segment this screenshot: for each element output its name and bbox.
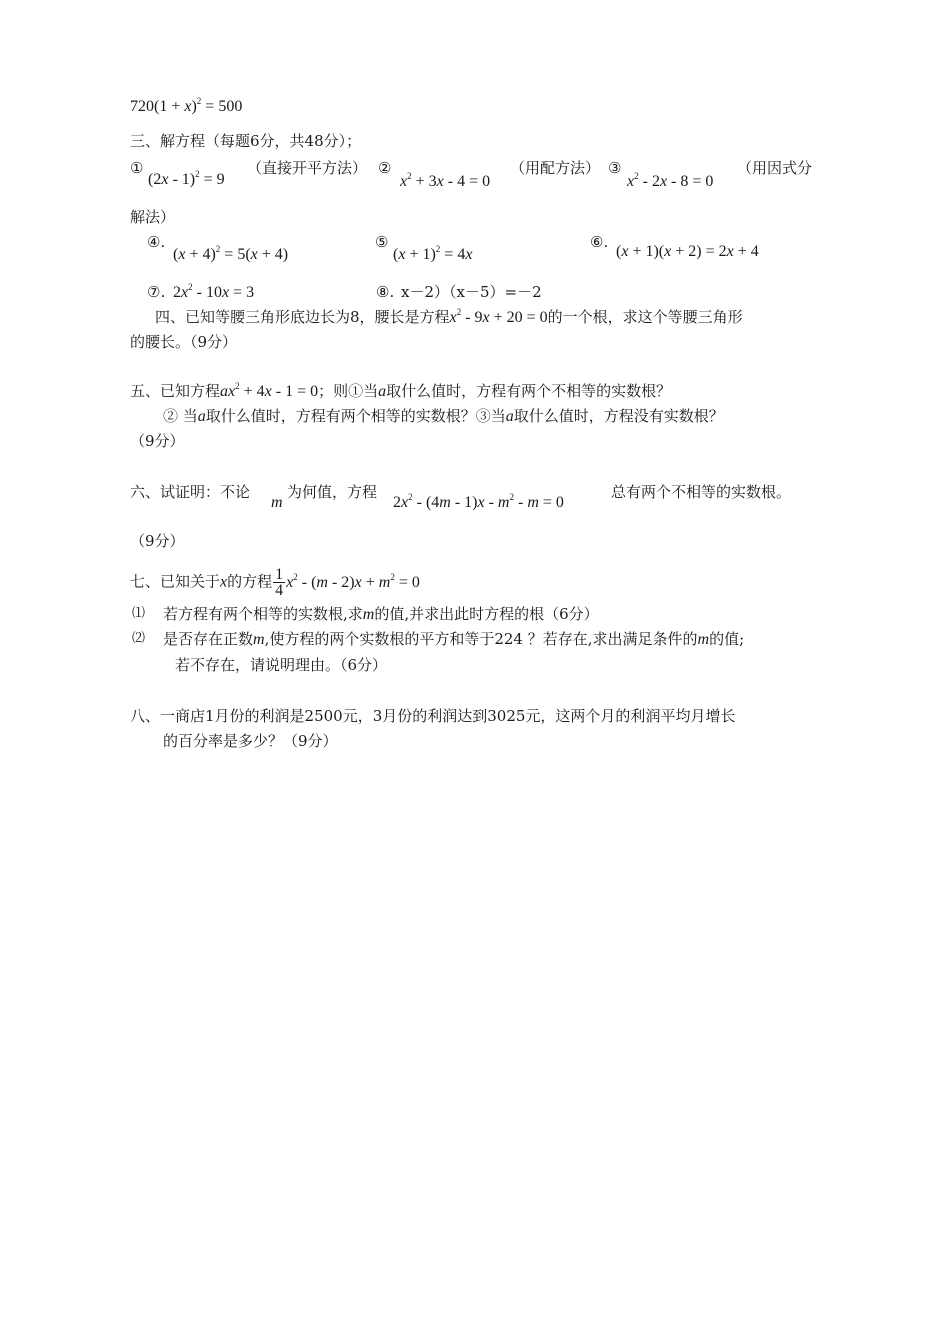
variable-a: a — [197, 408, 206, 425]
section-3-marker-6: ⑥. — [590, 233, 609, 251]
section-5-text-mid: ；则①当 — [318, 382, 379, 400]
variable-m: m — [362, 606, 375, 623]
method-3: （用因式分 — [737, 159, 813, 177]
section-5-text-post: 取什么值时，方程有两个不相等的实数根？ — [386, 382, 672, 400]
section-3-marker-4: ④. — [147, 233, 166, 251]
section-5-l2-mid: 取什么值时，方程有两个相等的实数根？③当 — [205, 407, 506, 425]
section-7-q2-b: ,使方程的两个实数根的平方和等于224 ？若存在,求出满足条件的 — [264, 630, 698, 648]
section-5-l2-post: 取什么值时，方程没有实数根？ — [513, 407, 724, 425]
variable-m: m — [253, 631, 265, 648]
section-5-line-1 — [130, 381, 671, 402]
section-7-q2-a: 是否存在正数 — [163, 630, 254, 648]
section-6-text-pre: 六、试证明：不论 — [130, 483, 251, 501]
variable-m: m — [697, 631, 710, 648]
section-7-q1 — [163, 604, 599, 625]
section-4-equation: $x^2 - 9x + 20 = 0$ — [449, 307, 548, 326]
section-8-line-2: 的百分率是多少？（9分） — [163, 732, 338, 750]
variable-m — [271, 493, 283, 513]
section-5-l2-pre: ② 当 — [163, 407, 198, 425]
method-2: （用配方法） — [510, 159, 601, 177]
equation-4: $(x + 4)^2 = 5(x + 4)$ — [173, 244, 289, 263]
variable-m-glyph: m — [271, 494, 283, 511]
section-5-equation: $ax^2 + 4x - 1 = 0$ — [220, 381, 319, 400]
section-7-q1-a: 若方程有两个相等的实数根,求 — [163, 605, 363, 623]
equation-7: $2x^2 - 10x = 3$ — [173, 282, 255, 301]
equation-5: $(x + 1)^2 = 4x$ — [393, 244, 473, 263]
section-3-marker-3: ③ — [608, 159, 622, 177]
section-7-q1-b: 的值,并求出此时方程的根（6分） — [374, 605, 599, 623]
section-7-q2-number: ⑵ — [132, 631, 146, 646]
section-8-line-1: 八、一商店1月份的利润是2500元，3月份的利润达到3025元，这两个月的利润平均月增长 — [130, 707, 736, 725]
fraction-denominator: 4 — [275, 582, 284, 599]
section-5-line-2 — [163, 406, 724, 427]
section-7-q2-c: 的值; — [709, 630, 745, 648]
section-3-marker-1: ① — [130, 159, 144, 177]
section-6-score: （9分） — [130, 532, 185, 550]
section-7-text-pre: 七、已知关于 — [130, 572, 221, 591]
section-3-marker-7: ⑦. — [147, 283, 166, 301]
variable-a: a — [378, 383, 387, 400]
section-6-equation: $2x^2 - (4m - 1)x - m^2 - m = 0$ — [393, 492, 564, 511]
section-4-line-1 — [155, 307, 743, 328]
section-3-heading: 三、解方程（每题6分，共48分）； — [130, 132, 362, 150]
equation-8: x－2）（x－5）=－2 — [401, 283, 542, 301]
section-4-text-post: 的一个根，求这个等腰三角形 — [547, 308, 743, 326]
section-7-q2-line-2: 若不存在，请说明理由。（6分） — [175, 656, 388, 674]
section-6-text-mid: 为何值，方程 — [287, 483, 378, 501]
equation-1: (2x - 1)$^2$ = 9 — [148, 169, 225, 188]
equation-3: $x^2 - 2x - 8 = 0$ — [627, 171, 714, 190]
variable-x: x — [220, 573, 228, 591]
section-3-marker-2: ② — [378, 159, 392, 177]
section-5-score: （9分） — [130, 432, 185, 450]
section-3-marker-8: ⑧. — [376, 283, 395, 301]
equation-6: (x + 1)(x + 2) = 2x + 4 — [616, 243, 759, 260]
section-7-q2 — [163, 629, 744, 650]
section-7-equation: $x^2 - (m - 2)x + m^2 = 0$ — [286, 571, 420, 591]
section-6-text-post: 总有两个不相等的实数根。 — [611, 483, 792, 501]
section-7-q1-number: ⑴ — [132, 606, 146, 621]
method-3-continued: 解法） — [130, 208, 176, 226]
section-4-text-pre: 四、已知等腰三角形底边长为8，腰长是方程 — [155, 308, 450, 326]
equation-top: $720(1 + x)^2 = 500$ — [130, 96, 243, 115]
section-3-marker-5: ⑤ — [375, 233, 389, 251]
fraction-one-quarter — [273, 567, 285, 598]
equation-2: $x^2 + 3x - 4 = 0$ — [400, 171, 491, 190]
section-7-text-mid: 的方程 — [227, 572, 273, 591]
variable-a: a — [505, 408, 514, 425]
section-4-line-2: 的腰长。（9分） — [130, 333, 238, 351]
section-7-line-1 — [130, 567, 420, 598]
method-1: （直接开平方法） — [247, 159, 368, 177]
section-5-text-pre: 五、已知方程 — [130, 382, 221, 400]
fraction-numerator: 1 — [275, 566, 284, 583]
